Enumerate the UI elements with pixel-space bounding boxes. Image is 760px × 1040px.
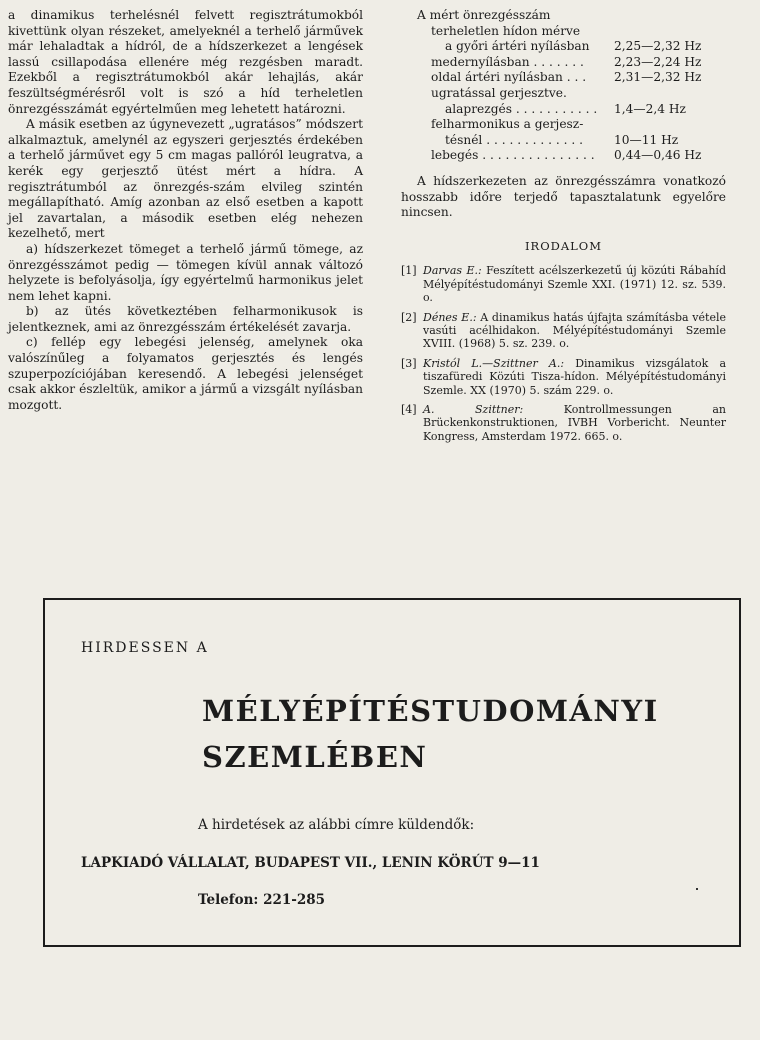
- paragraph-a: a) hídszerkezet tömeget a terhelő jármű tömege, az önrezgésszámot pedig — tömegen kívül annak változó helyzete is befolyásolja, így egyértelmű harmonikus jelet nem lehet kapni.: [8, 241, 363, 303]
- paragraph-b: b) az ütés következtében felharmonikusok is jelentkeznek, ami az önrezgésszám értékelését zavarja.: [8, 304, 363, 334]
- reference-author: Kristól L.—Szittner A.:: [423, 356, 565, 370]
- measurements-table: [401, 24, 726, 164]
- paragraph-c: c) fellép egy lebegési jelenség, amelynek oka valószínűleg a folyamatos gerjesztés és lengés szuperpozíciójában keresendő. A lebegési jelenséget csak akkor észleltük, amikor a jármű a vizsgált nyílásban mozgott.: [8, 335, 363, 412]
- ad-title-line-1: MÉLYÉPÍTÉSTUDOMÁNYI: [202, 694, 659, 728]
- paragraph-1: a dinamikus terhelésnél felvett regisztrátumokból kivettünk olyan részeket, amelyeknél a terhelő járművek már lehaladtak a hídról, de a hídszerkezet a lengések lassú csillapodása ellenére még rezgésben maradt. Ezekből a regisztrátumokból akár lehajlás, akár feszültségmérésről volt is szó a híd terheletlen önrezgésszámát egyértelműen meg lehetett határozni.: [8, 8, 363, 116]
- reference-number: [4]: [401, 402, 417, 416]
- measurement-row: [401, 148, 726, 164]
- reference-body: Kontrollmessungen an Brückenkonstruktionen, IVBH Vorbericht. Neunter Kongress, Amsterdam 1972. 665. o.: [423, 402, 727, 443]
- ad-subtitle: A hirdetések az alábbi címre küldendők:: [198, 817, 475, 833]
- reference-author: Dénes E.:: [423, 310, 477, 324]
- measurement-label: lebegés . . . . . . . . . . . . . . .: [431, 148, 595, 163]
- reference-text: [423, 264, 726, 304]
- measurement-label: felharmonikus a gerjesz-: [431, 117, 584, 132]
- ad-lead: HIRDESSEN A: [81, 640, 209, 656]
- measurement-value: 2,31—2,32 Hz: [614, 70, 702, 85]
- print-speck: [696, 888, 698, 890]
- reference-number: [3]: [401, 356, 417, 370]
- measurement-value: [614, 86, 726, 102]
- references-heading: IRODALOM: [525, 238, 602, 253]
- right-column: [401, 8, 726, 449]
- reference-item: [401, 403, 726, 443]
- reference-text: [423, 311, 726, 351]
- measurement-value: 2,23—2,24 Hz: [614, 54, 702, 69]
- reference-body: A dinamikus hatás újfajta számításba vétele vasúti acélhidakon. Mélyépítéstudományi Szemle XVIII. (1968) 5. sz. 239. o.: [423, 310, 726, 351]
- measurement-value: 10—11 Hz: [614, 132, 679, 147]
- reference-item: [401, 357, 726, 397]
- measurement-value: [614, 117, 726, 133]
- reference-item: [401, 264, 726, 304]
- reference-author: Darvas E.:: [423, 264, 482, 278]
- ad-address: LAPKIADÓ VÁLLALAT, BUDAPEST VII., LENIN KÖRÚT 9—11: [81, 855, 540, 871]
- reference-item: [401, 311, 726, 351]
- measurement-value: 0,44—0,46 Hz: [614, 148, 702, 163]
- ad-title-line-2: SZEMLÉBEN: [202, 740, 428, 774]
- ad-phone: Telefon: 221-285: [198, 892, 326, 908]
- measurement-row: [401, 55, 726, 71]
- measurement-label: alaprezgés . . . . . . . . . . .: [445, 101, 598, 116]
- measurement-label: terheletlen hídon mérve: [431, 23, 581, 38]
- measurement-row: [401, 24, 726, 40]
- reference-body: Feszített acélszerkezetű új közúti Rábahíd Mélyépítéstudományi Szemle XXI. (1971) 12. sz. 539. o.: [423, 264, 726, 305]
- advertisement-box: [43, 598, 741, 947]
- measurement-note: A hídszerkezeten az önrezgésszámra vonatkozó hosszabb időre terjedő tapasztalatunk egyelőre nincsen.: [401, 173, 726, 220]
- measurement-row: [401, 70, 726, 86]
- measurements-title: A mért önrezgésszám: [417, 8, 551, 22]
- measurement-value: [614, 24, 726, 40]
- measurement-row: [401, 39, 726, 55]
- reference-number: [2]: [401, 310, 417, 324]
- reference-number: [1]: [401, 264, 417, 278]
- measurement-label: tésnél . . . . . . . . . . . . .: [445, 132, 584, 147]
- reference-text: [423, 403, 726, 443]
- measurement-label: a győri ártéri nyílásban: [445, 39, 590, 54]
- left-column: [8, 8, 363, 413]
- measurement-row: [401, 133, 726, 149]
- reference-author: A. Szittner:: [423, 402, 524, 416]
- measurement-row: [401, 86, 726, 102]
- reference-text: [423, 357, 726, 397]
- measurement-row: [401, 117, 726, 133]
- measurement-value: 2,25—2,32 Hz: [614, 39, 702, 54]
- paragraph-2: A másik esetben az úgynevezett „ugratásos” módszert alkalmaztuk, amelynél az egyszeri gerjesztés érdekében a terhelő járművet egy 5 cm magas pallóról leugratva, a kerék egy gerjesztő ütést mért a hídra. A regisztrátumból az önrezgés-szám elvileg szintén megállapítható. Amíg azonban az első esetben a kapott jel zavartalan, a második esetben elég nehezen kezelhető, mert: [8, 117, 363, 241]
- measurement-label: oldal ártéri nyílásban . . .: [431, 70, 587, 85]
- measurement-row: [401, 102, 726, 118]
- measurement-label: medernyílásban . . . . . . .: [431, 54, 584, 69]
- ad-title: [202, 688, 659, 780]
- measurement-label: ugratással gerjesztve.: [431, 85, 567, 100]
- measurement-value: 1,4—2,4 Hz: [614, 101, 686, 116]
- reference-body: Dinamikus vizsgálatok a tiszafüredi Közúti Tisza-hídon. Mélyépítéstudományi Szemle. XX (1970) 5. szám 229. o.: [423, 356, 727, 397]
- references-list: [401, 264, 726, 443]
